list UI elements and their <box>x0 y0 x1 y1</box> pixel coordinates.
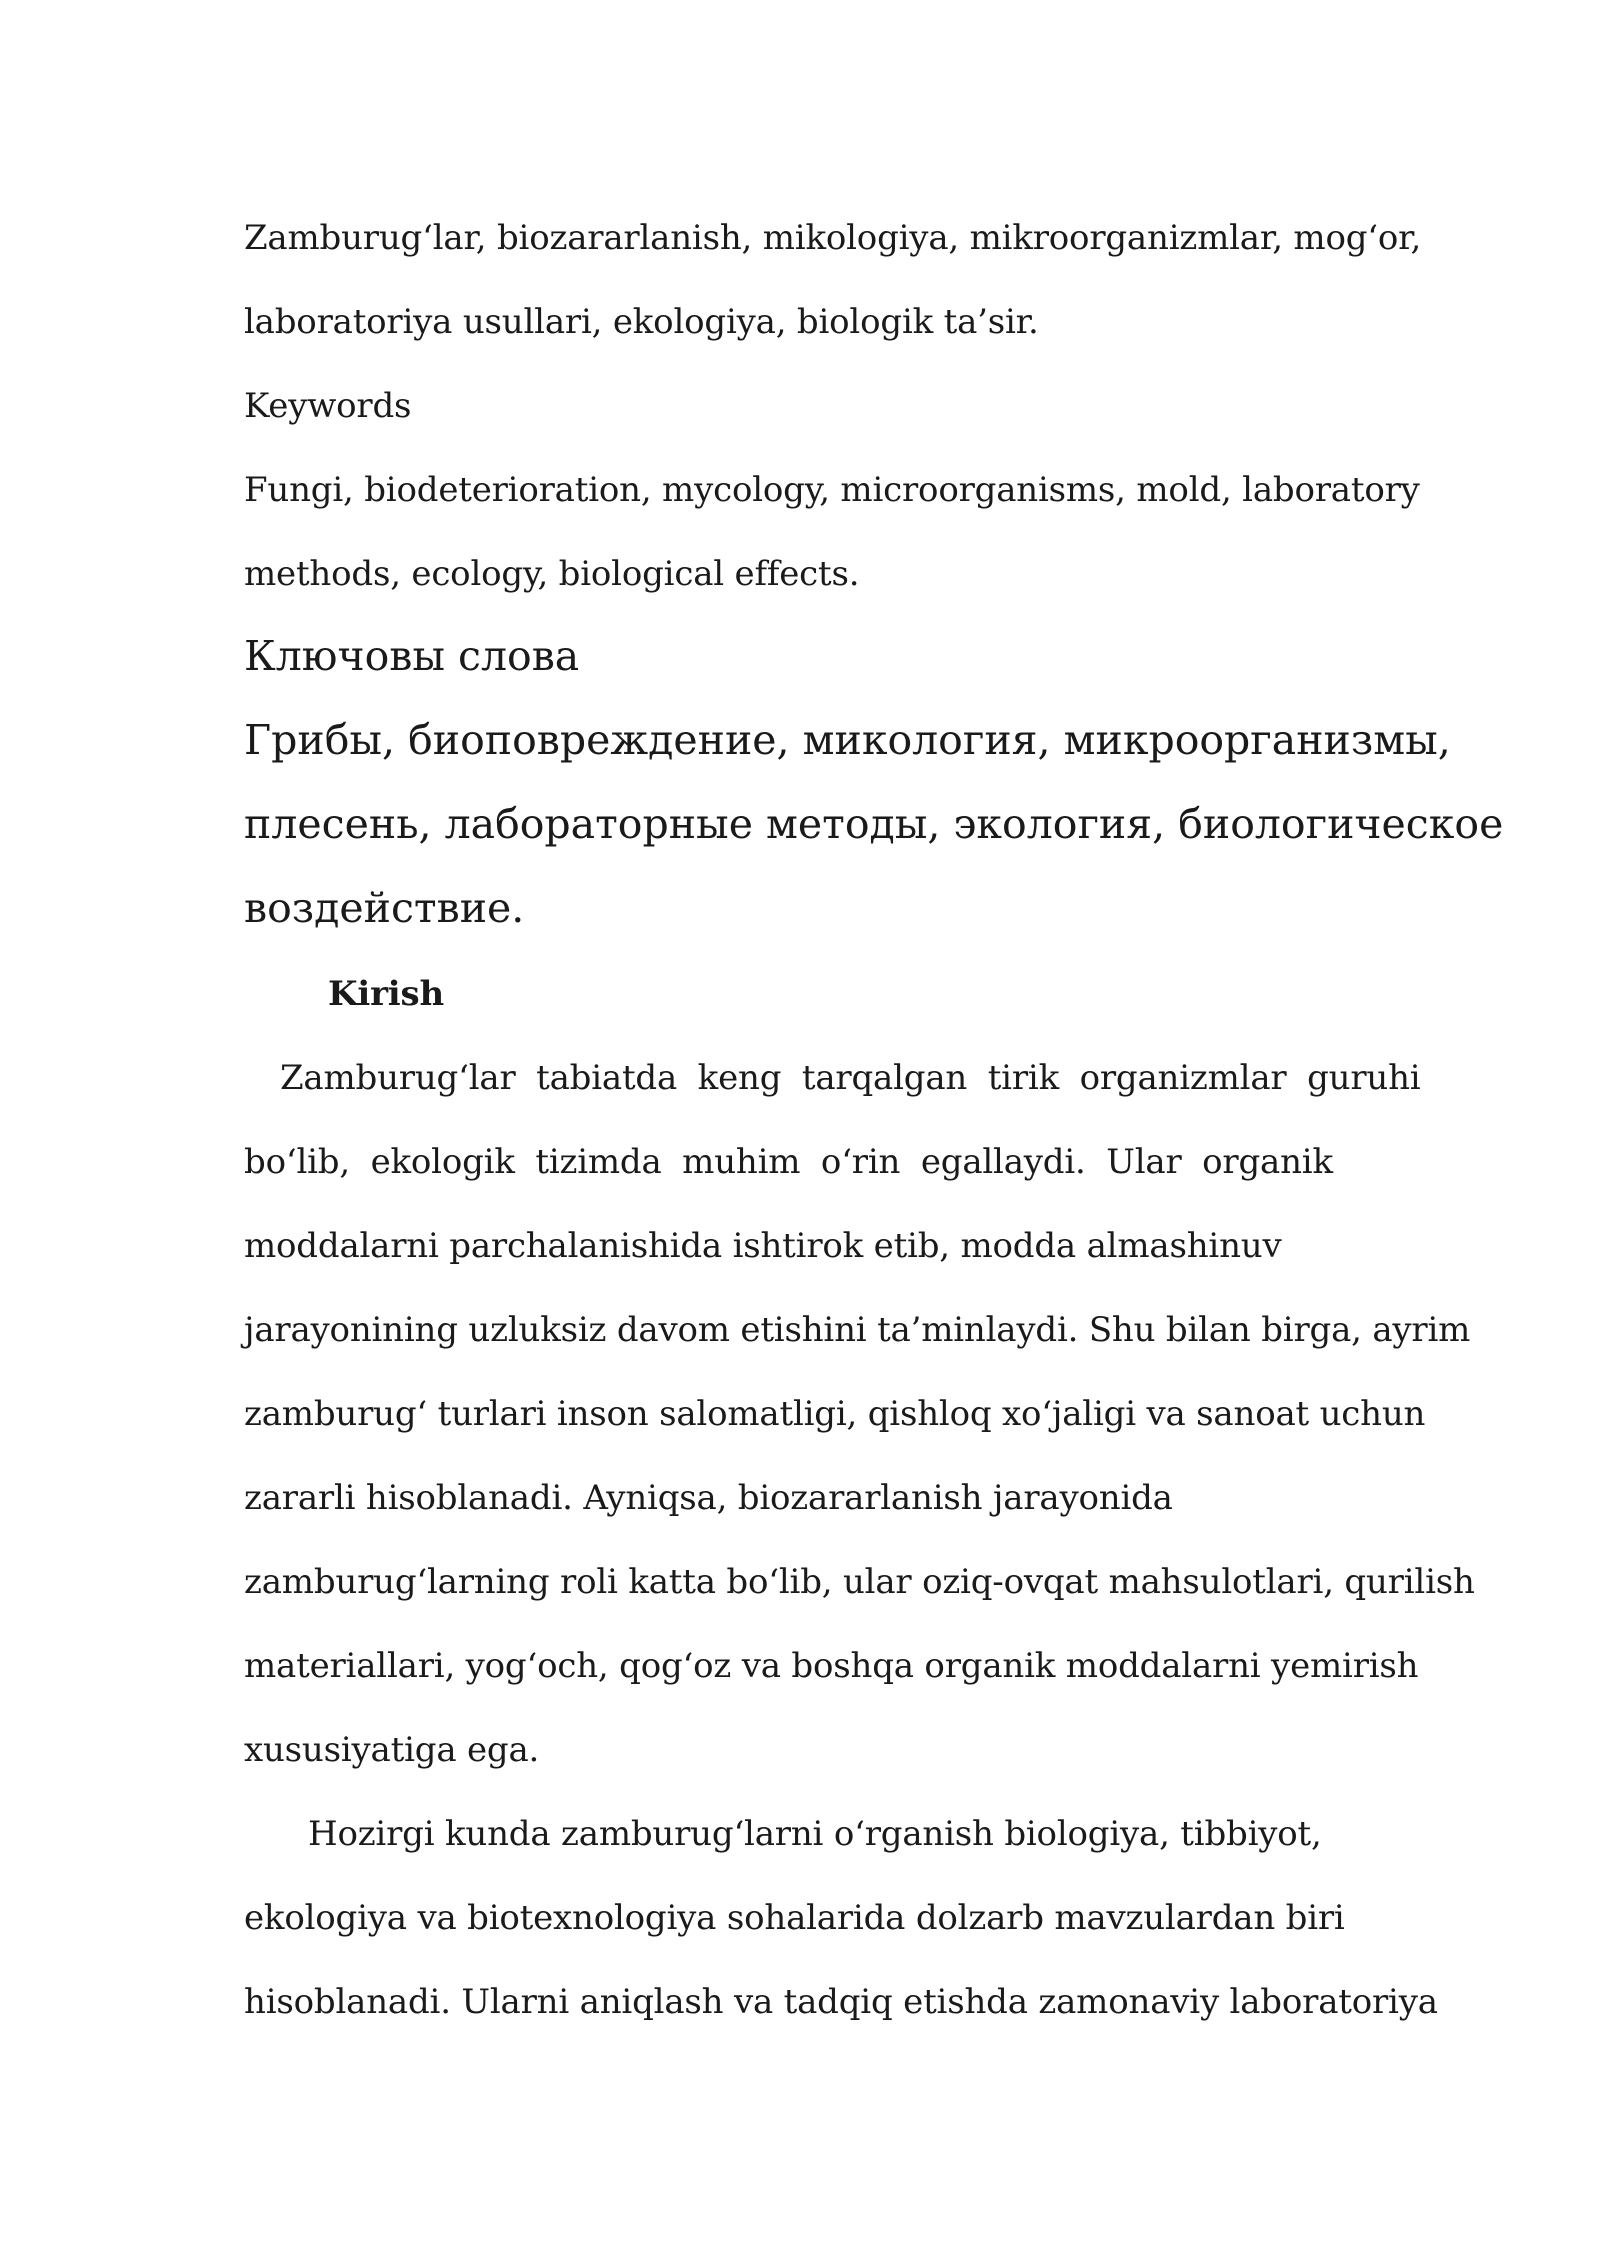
paragraph-2-line: ekologiya va biotexnologiya sohalarida dolzarb mavzulardan biri <box>244 1898 1345 1938</box>
paragraph-2-line: Hozirgi kunda zamburug‘larni o‘rganish biologiya, tibbiyot, <box>308 1814 1322 1854</box>
keywords-en-line-2: methods, ecology, biological effects. <box>244 554 860 594</box>
section-heading: Kirish <box>328 974 444 1014</box>
keywords-ru-line-1: Грибы, биоповреждение, микология, микроорганизмы, <box>244 716 1451 764</box>
paragraph-1-line: bo‘lib, ekologik tizimda muhim o‘rin egallaydi. Ular organik <box>244 1142 1333 1182</box>
paragraph-2-line: hisoblanadi. Ularni aniqlash va tadqiq etishda zamonaviy laboratoriya <box>244 1982 1438 2022</box>
keywords-ru-line-2: плесень, лабораторные методы, экология, биологическое <box>244 800 1504 848</box>
paragraph-1-line: zamburug‘ turlari inson salomatligi, qishloq xo‘jaligi va sanoat uchun <box>244 1394 1426 1434</box>
keywords-en-heading: Keywords <box>244 386 412 426</box>
paragraph-1-line: xususiyatiga ega. <box>244 1730 540 1770</box>
keywords-en-line-1: Fungi, biodeterioration, mycology, microorganisms, mold, laboratory <box>244 470 1420 510</box>
paragraph-1-line: zamburug‘larning roli katta bo‘lib, ular oziq-ovqat mahsulotlari, qurilish <box>244 1562 1475 1602</box>
paragraph-1-line: materiallari, yog‘och, qog‘oz va boshqa organik moddalarni yemirish <box>244 1646 1419 1686</box>
keywords-ru-heading: Ключовы слова <box>244 632 580 680</box>
paragraph-1-line: Zamburug‘lar tabiatda keng tarqalgan tirik organizmlar guruhi <box>280 1058 1421 1098</box>
paragraph-1-line: zararli hisoblanadi. Ayniqsa, biozararlanish jarayonida <box>244 1478 1173 1518</box>
keywords-uz-line-2: laboratoriya usullari, ekologiya, biologik ta’sir. <box>244 302 1039 342</box>
paragraph-1-line: moddalarni parchalanishida ishtirok etib, modda almashinuv <box>244 1226 1282 1266</box>
keywords-ru-line-3: воздействие. <box>244 884 525 932</box>
paragraph-1-line: jarayonining uzluksiz davom etishini ta’minlaydi. Shu bilan birga, ayrim <box>244 1310 1471 1350</box>
keywords-uz-line-1: Zamburug‘lar, biozararlanish, mikologiya, mikroorganizmlar, mog‘or, <box>244 218 1422 258</box>
